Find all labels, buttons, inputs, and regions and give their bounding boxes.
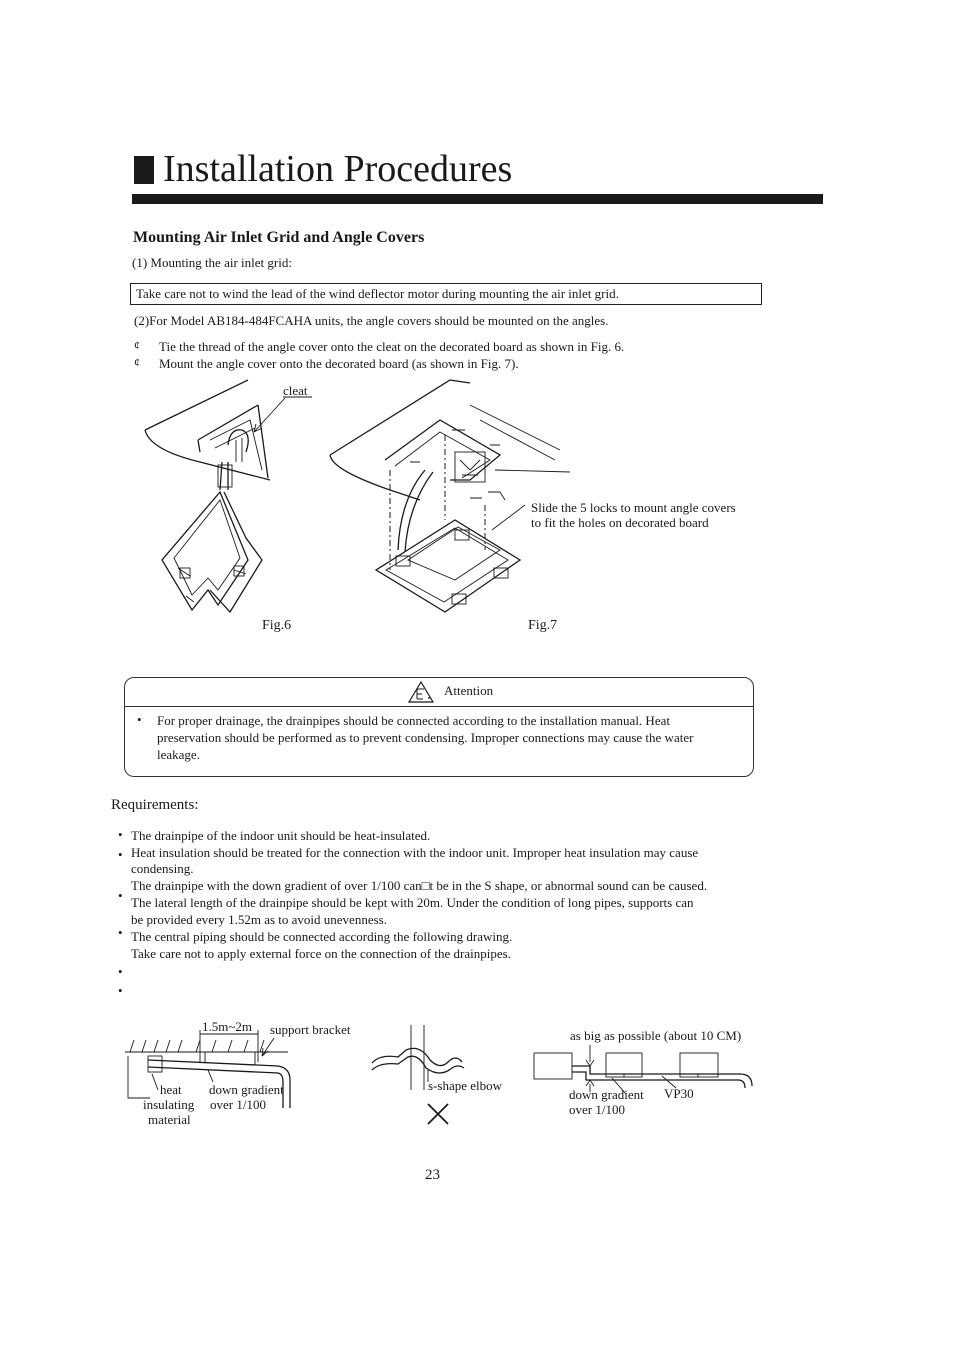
vp30-label: VP30	[664, 1086, 694, 1101]
spacing-label: 1.5m~2m	[202, 1019, 253, 1034]
requirement-line: The drainpipe with the down gradient of over 1/100 can□t be in the S shape, or abnormal sound can be caused.	[131, 878, 708, 893]
as-big-label: as big as possible (about 10 CM)	[570, 1028, 742, 1043]
attention-bullet: •	[137, 712, 142, 727]
step-2-text: (2)For Model AB184-484FCAHA units, the angle covers should be mounted on the angles.	[134, 313, 609, 328]
requirement-line: be provided every 1.52m as to avoid unevenness.	[131, 912, 387, 927]
requirement-line: Take care not to apply external force on the connection of the drainpipes.	[131, 946, 511, 961]
attention-line: leakage.	[157, 747, 200, 762]
attention-line: For proper drainage, the drainpipes should be connected according to the installation manual. Heat	[157, 713, 670, 728]
requirement-line: The drainpipe of the indoor unit should be heat-insulated.	[131, 828, 431, 843]
s-shape-label: s-shape elbow	[428, 1078, 503, 1093]
requirement-bullet: •	[118, 983, 123, 998]
heat-insulating-label: insulating	[143, 1097, 195, 1112]
page-number: 23	[425, 1167, 440, 1183]
section-heading: Mounting Air Inlet Grid and Angle Covers	[133, 229, 425, 246]
down-gradient-label: down gradient	[209, 1082, 284, 1097]
requirement-bullet: •	[118, 925, 123, 940]
bullet-text: Mount the angle cover onto the decorated board (as shown in Fig. 7).	[159, 356, 519, 371]
bullet-marker: ¢	[134, 355, 140, 369]
requirements-heading: Requirements:	[111, 797, 199, 813]
heat-insulating-label: material	[148, 1112, 191, 1127]
slide-note-line: to fit the holes on decorated board	[531, 515, 709, 530]
attention-line: preservation should be performed as to prevent condensing. Improper connections may cause the water	[157, 730, 694, 745]
slide-note-line: Slide the 5 locks to mount angle covers	[531, 500, 736, 515]
attention-title: Attention	[444, 683, 494, 698]
down-gradient-label: over 1/100	[569, 1102, 625, 1117]
requirement-line: The central piping should be connected according the following drawing.	[131, 929, 513, 944]
caution-note: Take care not to wind the lead of the wind deflector motor during mounting the air inlet grid.	[130, 283, 762, 305]
bullet-text: Tie the thread of the angle cover onto the cleat on the decorated board as shown in Fig. 6.	[159, 339, 625, 354]
fig6-caption: Fig.6	[262, 618, 292, 633]
requirement-bullet: •	[118, 827, 123, 842]
requirement-bullet: •	[118, 964, 123, 979]
requirement-line: Heat insulation should be treated for the connection with the indoor unit. Improper heat insulation may cause	[131, 845, 699, 860]
heat-insulating-label: heat	[160, 1082, 182, 1097]
down-gradient-label: over 1/100	[210, 1097, 266, 1112]
fig7-caption: Fig.7	[528, 618, 558, 633]
requirement-line: The lateral length of the drainpipe should be kept with 20m. Under the condition of long pipes, supports can	[131, 895, 694, 910]
requirement-bullet: •	[118, 847, 123, 862]
page-title: Installation Procedures	[163, 148, 513, 190]
step-1-text: (1) Mounting the air inlet grid:	[132, 255, 292, 270]
requirement-bullet: •	[118, 888, 123, 903]
down-gradient-label: down gradient	[569, 1087, 644, 1102]
requirement-line: condensing.	[131, 861, 194, 876]
support-bracket-label: support bracket	[270, 1022, 351, 1037]
cleat-label: cleat	[283, 383, 308, 398]
bullet-marker: ¢	[134, 338, 140, 352]
